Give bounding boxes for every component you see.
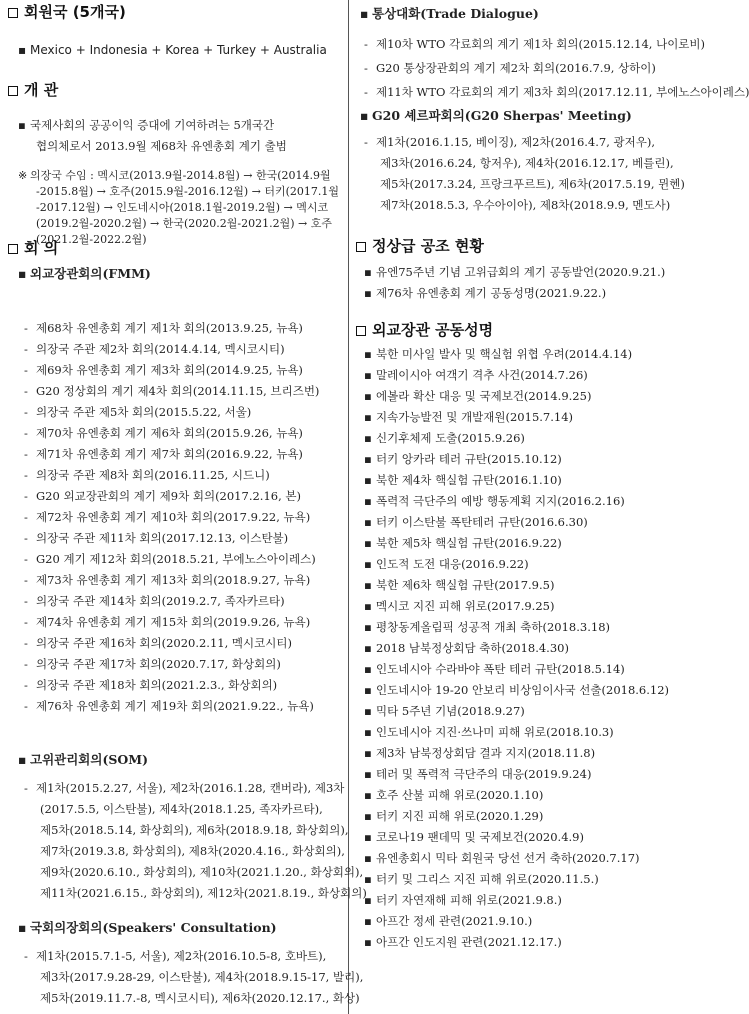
fmm-item: - 제73차 유엔총회 계기 제13차 회의(2018.9.27, 뉴욕) bbox=[24, 573, 311, 587]
checkbox-bullet-icon bbox=[356, 326, 366, 336]
fmm-item: - 의장국 주관 제2차 회의(2014.4.14, 멕시코시티) bbox=[24, 342, 285, 356]
joint-statement-item: ▪ 북한 제6차 핵실험 규탄(2017.9.5) bbox=[364, 578, 555, 592]
fmm-item: - 의장국 주관 제11차 회의(2017.12.13, 이스탄불) bbox=[24, 531, 289, 545]
summit-item: ▪ 제76차 유엔총회 계기 공동성명(2021.9.22.) bbox=[364, 286, 607, 300]
joint-statement-item: ▪ 호주 산불 피해 위로(2020.1.10) bbox=[364, 788, 544, 802]
checkbox-bullet-icon bbox=[8, 86, 18, 96]
chair-note: ※ 의장국 수임 : 멕시코(2013.9월-2014.8월) → 한국(2014.9월 -2015.8월) → 호주(2015.9월-2016.12월) → 터키(2017.1월 -2017.12월) → 인도네시아(2018.1월-2019.2월) → 멕시코 (2019.2월-2020.2월) → 한국(2020.2월-2021.2월) → 호주 (2021.2월-2022.2월) bbox=[18, 169, 339, 246]
joint-statement-item: ▪ 터키 자연재해 피해 위로(2021.9.8.) bbox=[364, 893, 562, 907]
checkbox-bullet-icon bbox=[356, 242, 366, 252]
joint-statement-item: ▪ 멕시코 지진 피해 위로(2017.9.25) bbox=[364, 599, 555, 613]
som-title: ▪ 고위관리회의(SOM) bbox=[18, 752, 149, 767]
fmm-item: - 제72차 유엔총회 계기 제10차 회의(2017.9.22, 뉴욕) bbox=[24, 510, 311, 524]
section-meetings: 회 의 bbox=[8, 238, 58, 258]
joint-statement-item: ▪ 인도적 도전 대응(2016.9.22) bbox=[364, 557, 529, 571]
sherpa-title: ▪ G20 셰르파회의(G20 Sherpas' Meeting) bbox=[360, 108, 632, 123]
fmm-item: - 의장국 주관 제16차 회의(2020.2.11, 멕시코시티) bbox=[24, 636, 292, 650]
joint-statement-item: ▪ 인도네시아 수라바야 폭탄 테러 규탄(2018.5.14) bbox=[364, 662, 625, 676]
summit-item: ▪ 유엔75주년 기념 고위급회의 계기 공동발언(2020.9.21.) bbox=[364, 265, 666, 279]
fmm-item: - 의장국 주관 제5차 회의(2015.5.22, 서울) bbox=[24, 405, 252, 419]
joint-statement-item: ▪ 터키 지진 피해 위로(2020.1.29) bbox=[364, 809, 544, 823]
section-overview: 개 관 bbox=[8, 80, 58, 100]
joint-statement-item: ▪ 유엔총회시 믹타 회원국 당선 선거 축하(2020.7.17) bbox=[364, 851, 640, 865]
joint-statement-item: ▪ 북한 미사일 발사 및 핵실험 위협 우려(2014.4.14) bbox=[364, 347, 633, 361]
joint-statement-item: ▪ 지속가능발전 및 개발재원(2015.7.14) bbox=[364, 410, 574, 424]
joint-statement-item: ▪ 아프간 인도지원 관련(2021.12.17.) bbox=[364, 935, 562, 949]
joint-statement-item: ▪ 코로나19 팬데믹 및 국제보건(2020.4.9) bbox=[364, 830, 584, 844]
fmm-item: - 제71차 유엔총회 계기 제7차 회의(2016.9.22, 뉴욕) bbox=[24, 447, 303, 461]
joint-statement-item: ▪ 에볼라 확산 대응 및 국제보건(2014.9.25) bbox=[364, 389, 592, 403]
joint-statement-item: ▪ 아프간 정세 관련(2021.9.10.) bbox=[364, 914, 533, 928]
joint-statement-item: ▪ 신기후체제 도출(2015.9.26) bbox=[364, 431, 525, 445]
fmm-item: - 의장국 주관 제14차 회의(2019.2.7, 족자카르타) bbox=[24, 594, 285, 608]
overview-text: ▪ 국제사회의 공공이익 증대에 기여하려는 5개국간 협의체로서 2013.9월 제68차 유엔총회 계기 출범 bbox=[18, 118, 287, 153]
checkbox-bullet-icon bbox=[8, 244, 18, 254]
trade-title: ▪ 통상대화(Trade Dialogue) bbox=[360, 6, 539, 21]
fmm-item: - 의장국 주관 제18차 회의(2021.2.3., 화상회의) bbox=[24, 678, 278, 692]
sherpa-text: - 제1차(2016.1.15, 베이징), 제2차(2016.4.7, 광저우), 제3차(2016.6.24, 항저우), 제4차(2016.12.17, 베를린), 제5차(2017.3.24, 프랑크푸르트), 제6차(2017.5.19, 뮌헨) 제7차(2018.5.3, 우수아이아), 제8차(2018.9.9, 멘도사) bbox=[364, 135, 685, 212]
joint-statement-item: ▪ 북한 제5차 핵실험 규탄(2016.9.22) bbox=[364, 536, 562, 550]
section-members: 회원국 (5개국) bbox=[8, 2, 126, 22]
joint-statement-item: ▪ 인도네시아 지진·쓰나미 피해 위로(2018.10.3) bbox=[364, 725, 614, 739]
joint-statement-item: ▪ 인도네시아 19-20 안보리 비상임이사국 선출(2018.6.12) bbox=[364, 683, 670, 697]
joint-statement-item: ▪ 제3차 남북정상회담 결과 지지(2018.11.8) bbox=[364, 746, 596, 760]
joint-statement-item: ▪ 테러 및 폭력적 극단주의 대응(2019.9.24) bbox=[364, 767, 592, 781]
section-joint-statements: 외교장관 공동성명 bbox=[356, 320, 493, 340]
fmm-item: - G20 외교장관회의 계기 제9차 회의(2017.2.16, 본) bbox=[24, 489, 301, 503]
fmm-item: - 제70차 유엔총회 계기 제6차 회의(2015.9.26, 뉴욕) bbox=[24, 426, 303, 440]
summit-list bbox=[364, 262, 665, 304]
fmm-list bbox=[24, 318, 319, 717]
som-text: - 제1차(2015.2.27, 서울), 제2차(2016.1.28, 캔버라), 제3차 (2017.5.5, 이스탄불), 제4차(2018.1.25, 족자카르타), 제5차(2018.5.14, 화상회의), 제6차(2018.9.18, 화상회의), 제7차(2019.3.8, 화상회의), 제8차(2020.4.16., 화상회의), 제9차(2020.6.10., 화상회의), 제10차(2021.1.20., 화상회의), 제11차(2021.6.15., 화상회의), 제12차(2021.8.19., 화상회의) bbox=[24, 781, 367, 900]
fmm-title: ▪ 외교장관회의(FMM) bbox=[18, 266, 151, 281]
fmm-item: - 제68차 유엔총회 계기 제1차 회의(2013.9.25, 뉴욕) bbox=[24, 321, 303, 335]
joint-statement-item: ▪ 2018 남북정상회담 축하(2018.4.30) bbox=[364, 641, 569, 655]
fmm-item: - 제76차 유엔총회 계기 제19차 회의(2021.9.22., 뉴욕) bbox=[24, 699, 314, 713]
checkbox-bullet-icon bbox=[8, 8, 18, 18]
speakers-title: ▪ 국회의장회의(Speakers' Consultation) bbox=[18, 920, 277, 935]
section-summit: 정상급 공조 현황 bbox=[356, 236, 484, 256]
trade-list: - 제10차 WTO 각료회의 계기 제1차 회의(2015.12.14, 나이로비) - G20 통상장관회의 계기 제2차 회의(2016.7.9, 상하이) - 제11차 WTO 각료회의 계기 제3차 회의(2017.12.11, 부에노스아이레스) bbox=[364, 37, 749, 99]
joint-statement-item: ▪ 터키 이스탄불 폭탄테러 규탄(2016.6.30) bbox=[364, 515, 588, 529]
fmm-item: - G20 계기 제12차 회의(2018.5.21, 부에노스아이레스) bbox=[24, 552, 316, 566]
joint-statement-item: ▪ 폭력적 극단주의 예방 행동계획 지지(2016.2.16) bbox=[364, 494, 625, 508]
speakers-text: - 제1차(2015.7.1-5, 서울), 제2차(2016.10.5-8, 호바트), 제3차(2017.9.28-29, 이스탄불), 제4차(2018.9.15-17, 발리), 제5차(2019.11.7.-8, 멕시코시티), 제6차(2020.12.17., 화상) bbox=[24, 949, 364, 1005]
fmm-item: - G20 정상회의 계기 제4차 회의(2014.11.15, 브리즈번) bbox=[24, 384, 320, 398]
joint-statement-item: ▪ 북한 제4차 핵실험 규탄(2016.1.10) bbox=[364, 473, 562, 487]
member-list: ▪ Mexico + Indonesia + Korea + Turkey + Australia bbox=[18, 43, 327, 57]
joint-statement-item: ▪ 평창동계올림픽 성공적 개최 축하(2018.3.18) bbox=[364, 620, 610, 634]
joint-statement-item: ▪ 말레이시아 여객기 격추 사건(2014.7.26) bbox=[364, 368, 588, 382]
fmm-item: - 제74차 유엔총회 계기 제15차 회의(2019.9.26, 뉴욕) bbox=[24, 615, 311, 629]
joint-statement-item: ▪ 터키 및 그리스 지진 피해 위로(2020.11.5.) bbox=[364, 872, 599, 886]
joint-statement-item: ▪ 터키 앙카라 테러 규탄(2015.10.12) bbox=[364, 452, 562, 466]
joint-statement-item: ▪ 믹타 5주년 기념(2018.9.27) bbox=[364, 704, 525, 718]
fmm-item: - 의장국 주관 제17차 회의(2020.7.17, 화상회의) bbox=[24, 657, 281, 671]
fmm-item: - 제69차 유엔총회 계기 제3차 회의(2014.9.25, 뉴욕) bbox=[24, 363, 303, 377]
fmm-item: - 의장국 주관 제8차 회의(2016.11.25, 시드니) bbox=[24, 468, 270, 482]
joint-list bbox=[364, 344, 669, 953]
